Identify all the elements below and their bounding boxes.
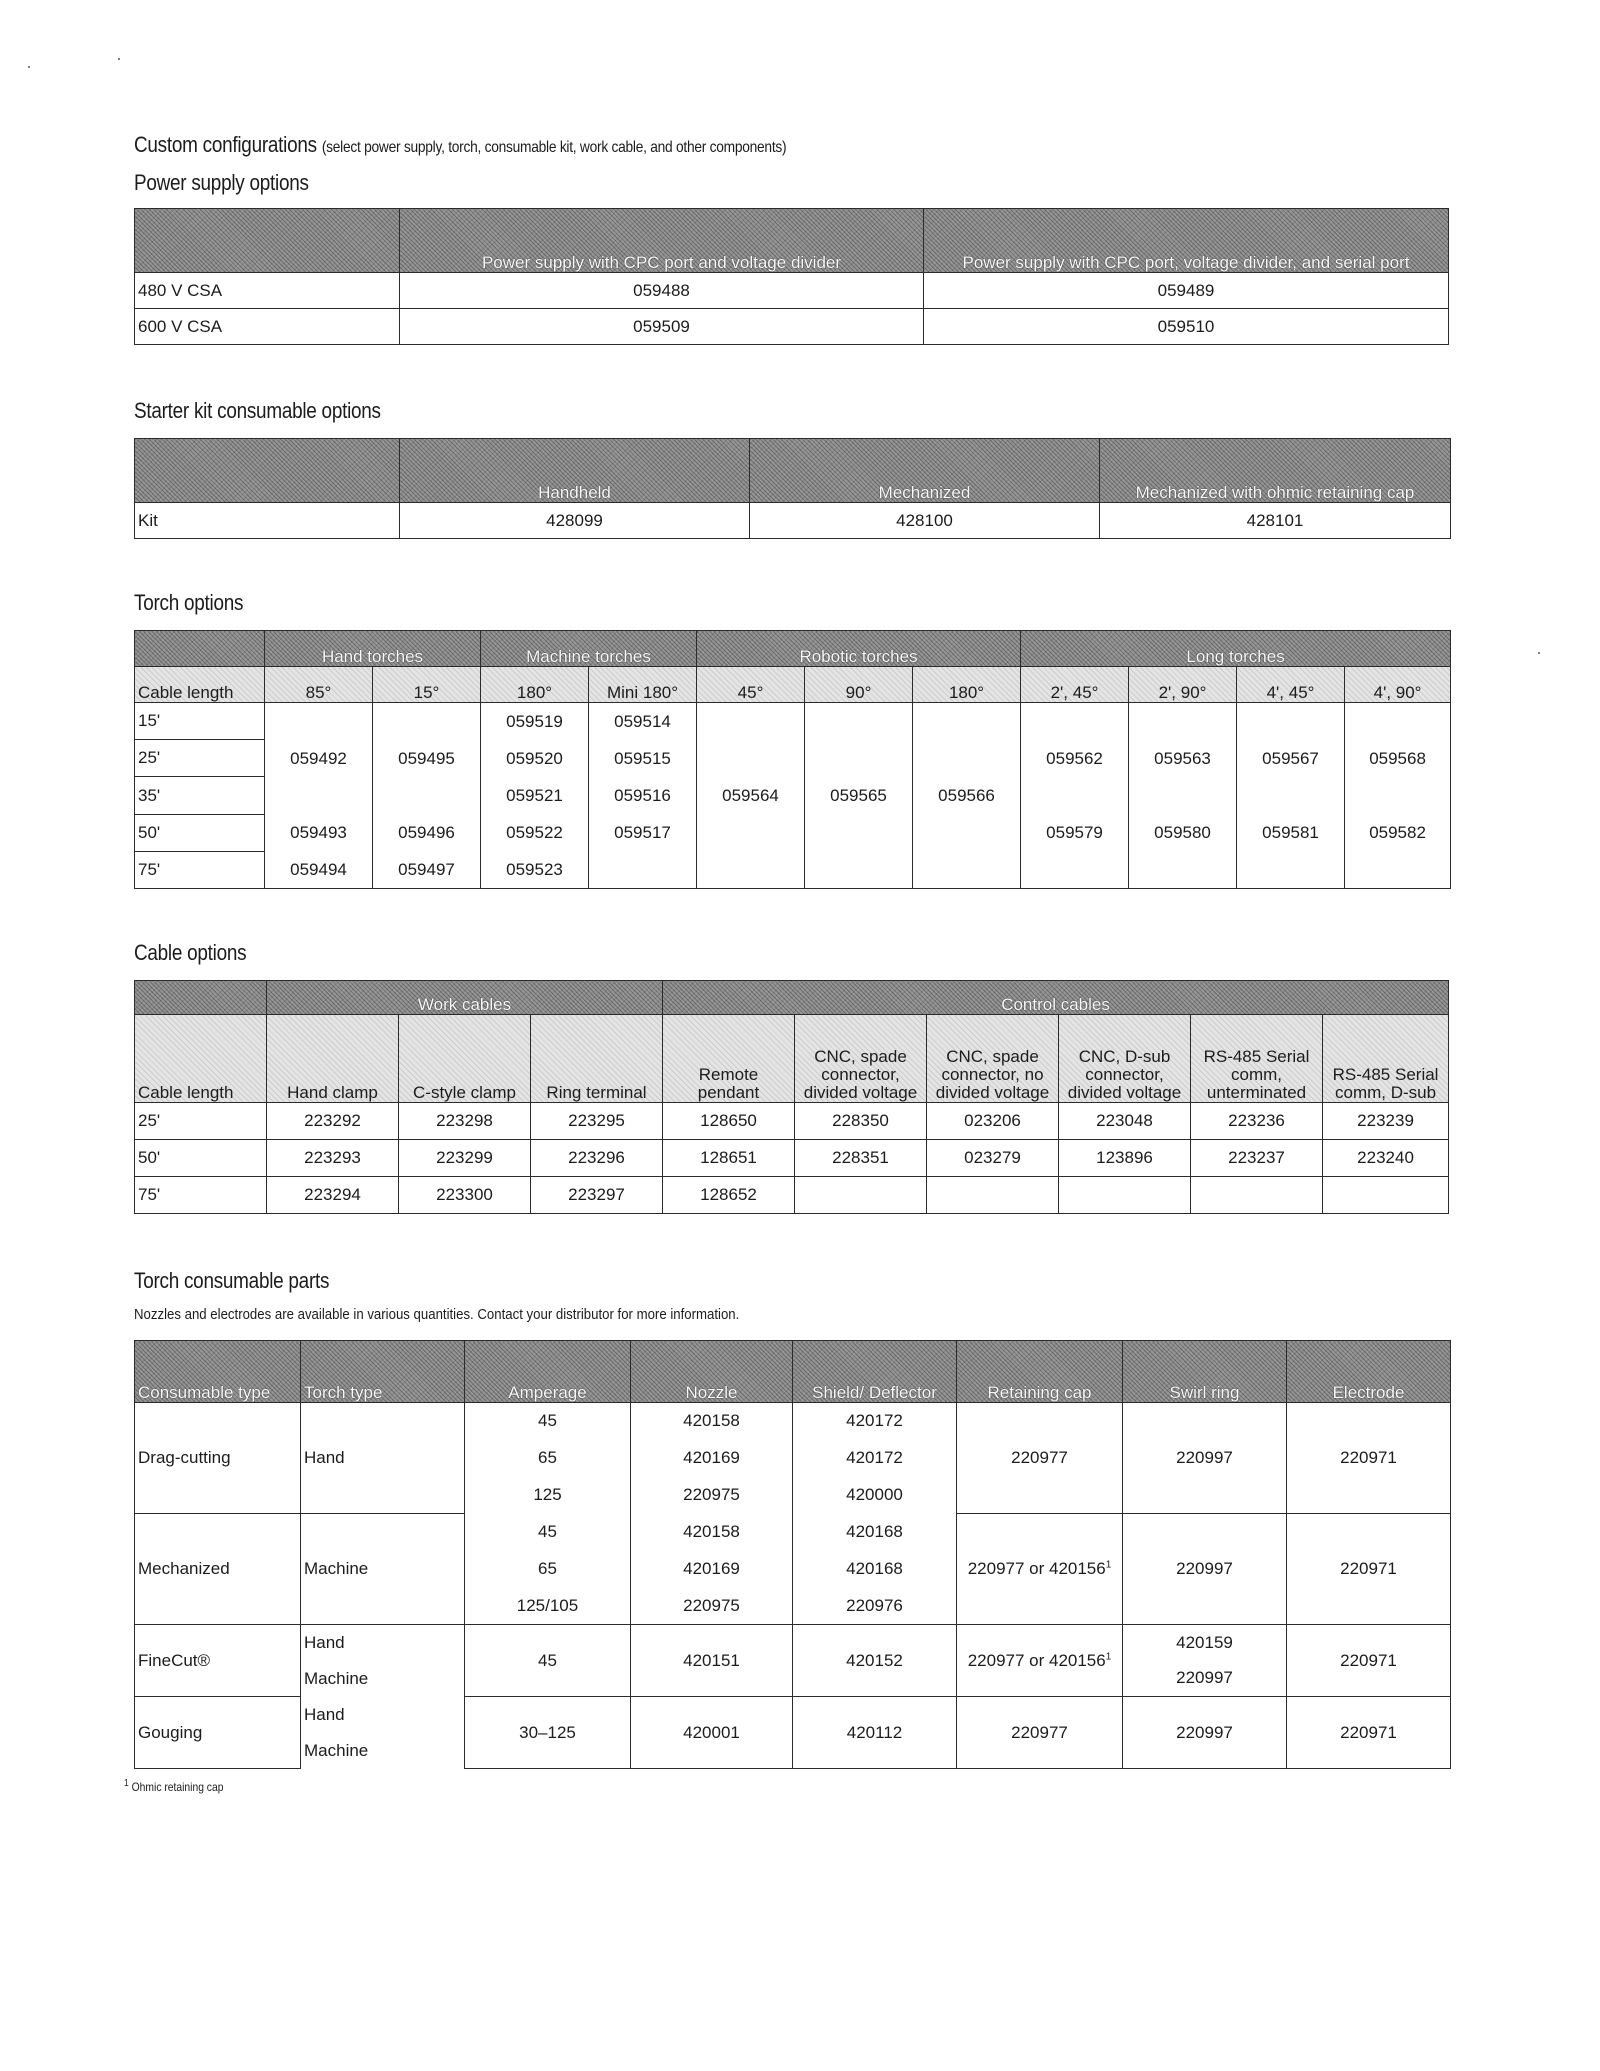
part-number: 059579 xyxy=(1046,823,1103,842)
table-row xyxy=(135,1403,1451,1440)
part-number: 059492 xyxy=(290,749,347,768)
table-row xyxy=(135,273,1449,309)
cable-length: 25' xyxy=(135,1103,267,1140)
torch-type: Machine xyxy=(301,1661,465,1697)
torch-machine-mini-cell xyxy=(589,703,697,889)
part-number: 420172 xyxy=(793,1403,957,1440)
torch-col-robotic-90: 90° xyxy=(805,667,913,703)
cable-col-remote-pendant: Remote pendant xyxy=(663,1015,795,1103)
amperage: 125/105 xyxy=(465,1588,631,1625)
part-number: 059510 xyxy=(924,309,1449,345)
torch-options-table xyxy=(134,630,1451,889)
power-supply-header-cpc: Power supply with CPC port and voltage divider xyxy=(400,209,924,273)
table-row xyxy=(135,1697,1451,1733)
part-number: 059497 xyxy=(398,860,455,879)
part-number: 059495 xyxy=(398,749,455,768)
part-number: 059493 xyxy=(290,823,347,842)
part-number: 059509 xyxy=(400,309,924,345)
cable-col-length: Cable length xyxy=(135,1015,267,1103)
cable-col-ring-terminal: Ring terminal xyxy=(531,1015,663,1103)
part-number: 059567 xyxy=(1262,749,1319,768)
footnote-mark: 1 xyxy=(1105,1559,1112,1571)
part-number xyxy=(1059,1177,1191,1214)
cable-col-cnc-spade-divided: CNC, spade connector, divided voltage xyxy=(795,1015,927,1103)
amperage: 45 xyxy=(465,1403,631,1440)
part-number xyxy=(1323,1177,1449,1214)
torch-col-machine-mini: Mini 180° xyxy=(589,667,697,703)
torch-type: Machine xyxy=(301,1514,465,1625)
retaining-cap-cell xyxy=(957,1514,1123,1625)
part-number: 420172 xyxy=(793,1440,957,1477)
cable-col-hand-clamp: Hand clamp xyxy=(267,1015,399,1103)
part-number: 128651 xyxy=(663,1140,795,1177)
consumables-note: Nozzles and electrodes are available in various quantities. Contact your distributor for more information. xyxy=(134,1306,740,1323)
torch-long-4-45-cell xyxy=(1237,703,1345,889)
retaining-cap-cell xyxy=(957,1625,1123,1697)
part-number xyxy=(1191,1177,1323,1214)
cable-length: 50' xyxy=(135,814,265,851)
part-number: 059562 xyxy=(1046,749,1103,768)
part-number: 228351 xyxy=(795,1140,927,1177)
torch-col-robotic-45: 45° xyxy=(697,667,805,703)
scan-speck xyxy=(28,66,30,68)
kit-label: Kit xyxy=(135,503,400,539)
part-number: 223300 xyxy=(399,1177,531,1214)
part-number: 223048 xyxy=(1059,1103,1191,1140)
power-supply-table xyxy=(134,208,1449,345)
cable-length: 50' xyxy=(135,1140,267,1177)
torch-col-cable-length: Cable length xyxy=(135,667,265,703)
torch-long-2-90-cell xyxy=(1129,703,1237,889)
torch-col-long-4-90: 4', 90° xyxy=(1345,667,1451,703)
scan-speck xyxy=(118,58,120,60)
cable-col-rs485-dsub: RS-485 Serial comm, D-sub xyxy=(1323,1015,1449,1103)
table-row xyxy=(135,1140,1449,1177)
torch-group-machine: Machine torches xyxy=(481,631,697,667)
custom-config-title xyxy=(134,132,786,158)
footnote-text: Ohmic retaining cap xyxy=(131,1780,224,1794)
part-number: 428101 xyxy=(1100,503,1451,539)
part-number: 023206 xyxy=(927,1103,1059,1140)
part-number: 420159 xyxy=(1123,1625,1287,1661)
part-number: 059516 xyxy=(614,786,671,805)
torch-hand-15-cell xyxy=(373,703,481,889)
part-number: 059564 xyxy=(697,703,805,889)
table-row xyxy=(135,309,1449,345)
scan-speck xyxy=(1538,652,1540,654)
part-number xyxy=(265,703,372,740)
part-number: 223295 xyxy=(531,1103,663,1140)
part-number: 220975 xyxy=(631,1588,793,1625)
consumables-col-electrode: Electrode xyxy=(1287,1341,1451,1403)
part-number: 420158 xyxy=(631,1403,793,1440)
part-number xyxy=(373,703,480,740)
starter-kit-table xyxy=(134,438,1451,539)
table-row xyxy=(135,1103,1449,1140)
part-number: 223299 xyxy=(399,1140,531,1177)
amperage: 45 xyxy=(465,1514,631,1551)
part-number: 220977 xyxy=(957,1697,1123,1769)
torch-group-robotic: Robotic torches xyxy=(697,631,1021,667)
part-number: 420169 xyxy=(631,1440,793,1477)
power-supply-label: 480 V CSA xyxy=(135,273,400,309)
consumable-type: FineCut® xyxy=(135,1625,301,1697)
cable-options-title: Cable options xyxy=(134,940,247,965)
part-number: 223240 xyxy=(1323,1140,1449,1177)
part-number: 059520 xyxy=(506,749,563,768)
torch-col-long-2-45: 2', 45° xyxy=(1021,667,1129,703)
part-number: 059515 xyxy=(614,749,671,768)
torch-group-blank xyxy=(135,631,265,667)
power-supply-label: 600 V CSA xyxy=(135,309,400,345)
torch-options-title: Torch options xyxy=(134,590,244,615)
cable-group-control: Control cables xyxy=(663,981,1449,1015)
part-number: 059568 xyxy=(1369,749,1426,768)
part-number xyxy=(589,851,696,888)
amperage: 30–125 xyxy=(465,1697,631,1769)
footnote-mark: 1 xyxy=(1105,1650,1112,1662)
torch-col-machine-180: 180° xyxy=(481,667,589,703)
part-number: 223237 xyxy=(1191,1140,1323,1177)
part-number: 420112 xyxy=(793,1697,957,1769)
consumables-title: Torch consumable parts xyxy=(134,1268,330,1293)
part-number: 220977 or 420156 xyxy=(967,1650,1106,1670)
torch-group-hand: Hand torches xyxy=(265,631,481,667)
torch-type: Hand xyxy=(301,1403,465,1514)
torch-machine-180-cell xyxy=(481,703,589,889)
amperage: 125 xyxy=(465,1477,631,1514)
part-number: 420168 xyxy=(793,1514,957,1551)
footnote xyxy=(124,1778,223,1794)
table-row xyxy=(135,1177,1449,1214)
part-number: 223239 xyxy=(1323,1103,1449,1140)
part-number: 223296 xyxy=(531,1140,663,1177)
part-number: 223298 xyxy=(399,1103,531,1140)
part-number: 059563 xyxy=(1154,749,1211,768)
starter-kit-header-mechanized: Mechanized xyxy=(750,439,1100,503)
consumables-table xyxy=(134,1340,1451,1769)
starter-kit-header-handheld: Handheld xyxy=(400,439,750,503)
torch-col-hand-85: 85° xyxy=(265,667,373,703)
part-number: 220997 xyxy=(1123,1514,1287,1625)
consumable-type: Mechanized xyxy=(135,1514,301,1625)
consumables-col-swirl-ring: Swirl ring xyxy=(1123,1341,1287,1403)
part-number: 059566 xyxy=(913,703,1021,889)
part-number: 223297 xyxy=(531,1177,663,1214)
part-number: 220997 xyxy=(1123,1697,1287,1769)
part-number: 220977 or 420156 xyxy=(967,1559,1106,1579)
torch-col-hand-15: 15° xyxy=(373,667,481,703)
cable-length: 25' xyxy=(135,740,265,777)
part-number: 220971 xyxy=(1287,1514,1451,1625)
part-number: 220997 xyxy=(1123,1661,1287,1697)
torch-type: Hand xyxy=(301,1625,465,1661)
part-number: 228350 xyxy=(795,1103,927,1140)
part-number: 059489 xyxy=(924,273,1449,309)
part-number: 059496 xyxy=(398,823,455,842)
part-number: 220997 xyxy=(1123,1403,1287,1514)
consumables-col-type: Consumable type xyxy=(135,1341,301,1403)
part-number: 223292 xyxy=(267,1103,399,1140)
torch-col-long-4-45: 4', 45° xyxy=(1237,667,1345,703)
cable-length: 35' xyxy=(135,777,265,814)
torch-long-4-90-cell xyxy=(1345,703,1451,889)
consumable-type: Gouging xyxy=(135,1697,301,1769)
part-number xyxy=(927,1177,1059,1214)
part-number: 059565 xyxy=(805,703,913,889)
part-number: 223293 xyxy=(267,1140,399,1177)
torch-type: Machine xyxy=(301,1733,465,1769)
custom-config-heading: Custom configurations xyxy=(134,132,317,157)
cable-col-rs485-unterminated: RS-485 Serial comm, unterminated xyxy=(1191,1015,1323,1103)
torch-group-long: Long torches xyxy=(1021,631,1451,667)
part-number: 420158 xyxy=(631,1514,793,1551)
amperage: 65 xyxy=(465,1440,631,1477)
cable-length: 75' xyxy=(135,1177,267,1214)
torch-type: Hand xyxy=(301,1697,465,1733)
part-number: 059582 xyxy=(1369,823,1426,842)
cable-col-cnc-spade-no-divided: CNC, spade connector, no divided voltage xyxy=(927,1015,1059,1103)
cable-options-table xyxy=(134,980,1449,1214)
part-number: 220971 xyxy=(1287,1697,1451,1769)
part-number: 220971 xyxy=(1287,1403,1451,1514)
amperage: 45 xyxy=(465,1625,631,1697)
part-number: 123896 xyxy=(1059,1140,1191,1177)
part-number: 059522 xyxy=(506,823,563,842)
torch-col-long-2-90: 2', 90° xyxy=(1129,667,1237,703)
part-number: 059521 xyxy=(506,786,563,805)
cable-group-blank xyxy=(135,981,267,1015)
power-supply-title: Power supply options xyxy=(134,170,309,195)
part-number: 220977 xyxy=(957,1403,1123,1514)
table-row xyxy=(135,1514,1451,1551)
consumables-col-retaining-cap: Retaining cap xyxy=(957,1341,1123,1403)
part-number: 059517 xyxy=(614,823,671,842)
cable-col-cnc-dsub: CNC, D-sub connector, divided voltage xyxy=(1059,1015,1191,1103)
cable-length: 75' xyxy=(135,851,265,888)
starter-kit-header-ohmic: Mechanized with ohmic retaining cap xyxy=(1100,439,1451,503)
footnote-mark: 1 xyxy=(124,1778,129,1789)
part-number: 420169 xyxy=(631,1551,793,1588)
amperage: 65 xyxy=(465,1551,631,1588)
part-number: 128652 xyxy=(663,1177,795,1214)
part-number: 428099 xyxy=(400,503,750,539)
part-number: 420151 xyxy=(631,1625,793,1697)
starter-kit-title: Starter kit consumable options xyxy=(134,398,381,423)
power-supply-header-serial: Power supply with CPC port, voltage divider, and serial port xyxy=(924,209,1449,273)
part-number: 059494 xyxy=(290,860,347,879)
part-number: 023279 xyxy=(927,1140,1059,1177)
part-number: 420001 xyxy=(631,1697,793,1769)
part-number: 420000 xyxy=(793,1477,957,1514)
consumables-col-nozzle: Nozzle xyxy=(631,1341,793,1403)
part-number: 220971 xyxy=(1287,1625,1451,1697)
table-row xyxy=(135,503,1451,539)
part-number: 420152 xyxy=(793,1625,957,1697)
custom-config-subtitle: (select power supply, torch, consumable kit, work cable, and other components) xyxy=(321,139,787,156)
part-number xyxy=(373,777,480,814)
power-supply-header-blank xyxy=(135,209,400,273)
part-number xyxy=(265,777,372,814)
part-number: 428100 xyxy=(750,503,1100,539)
part-number: 059523 xyxy=(506,860,563,879)
table-row xyxy=(135,703,1451,740)
part-number: 128650 xyxy=(663,1103,795,1140)
part-number: 059519 xyxy=(506,712,563,731)
consumable-type: Drag-cutting xyxy=(135,1403,301,1514)
cable-group-work: Work cables xyxy=(267,981,663,1015)
torch-col-robotic-180: 180° xyxy=(913,667,1021,703)
part-number: 223294 xyxy=(267,1177,399,1214)
part-number: 059514 xyxy=(614,712,671,731)
part-number: 223236 xyxy=(1191,1103,1323,1140)
cable-col-c-clamp: C-style clamp xyxy=(399,1015,531,1103)
torch-hand-85-cell xyxy=(265,703,373,889)
starter-kit-header-blank xyxy=(135,439,400,503)
torch-long-2-45-cell xyxy=(1021,703,1129,889)
consumables-col-amperage: Amperage xyxy=(465,1341,631,1403)
part-number: 220976 xyxy=(793,1588,957,1625)
part-number: 059580 xyxy=(1154,823,1211,842)
consumables-col-shield: Shield/ Deflector xyxy=(793,1341,957,1403)
part-number: 220975 xyxy=(631,1477,793,1514)
part-number xyxy=(795,1177,927,1214)
cable-length: 15' xyxy=(135,703,265,740)
part-number: 059581 xyxy=(1262,823,1319,842)
consumables-col-torch: Torch type xyxy=(301,1341,465,1403)
part-number: 059488 xyxy=(400,273,924,309)
table-row xyxy=(135,1625,1451,1661)
part-number: 420168 xyxy=(793,1551,957,1588)
